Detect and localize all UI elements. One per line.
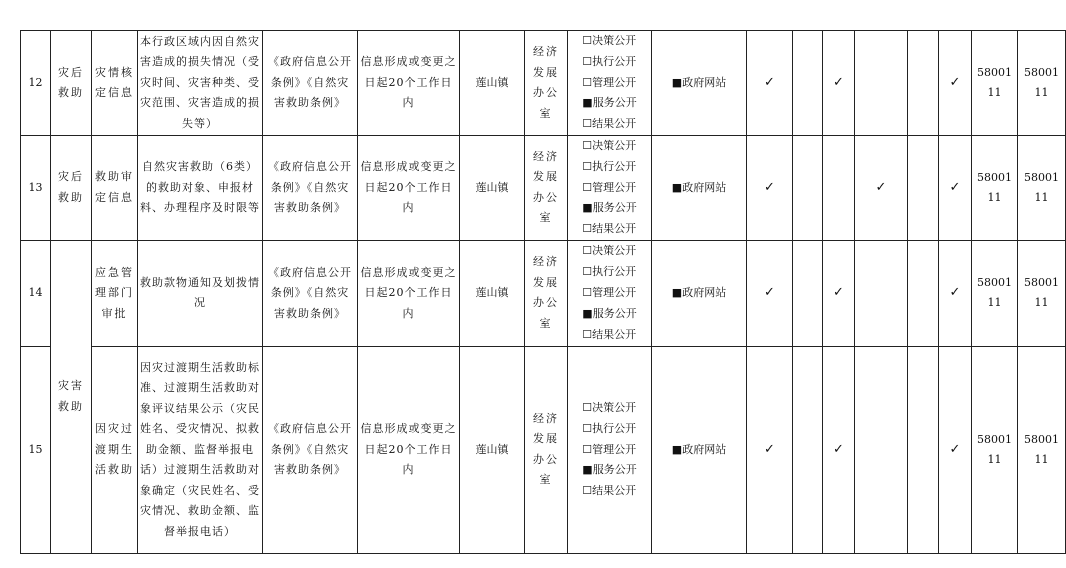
category-level2: 应急管理部门审批 (92, 240, 138, 346)
code-cell (1018, 31, 1066, 136)
check-mark (908, 240, 939, 346)
row-number: 15 (21, 346, 51, 553)
subject-cell: 莲山镇 (460, 31, 525, 136)
code-line: 11 (1034, 86, 1049, 99)
disclosure-type-cell (568, 136, 652, 241)
check-mark: ✓ (939, 240, 972, 346)
check-mark: ✓ (939, 346, 972, 553)
disclosure-option: ☐结果公开 (582, 222, 637, 236)
check-mark: ✓ (823, 240, 855, 346)
code-line: 58001 (1024, 66, 1059, 79)
content-cell: 救助款物通知及划拨情况 (138, 240, 263, 346)
code-cell (1018, 136, 1066, 241)
disclosure-option: ☐执行公开 (582, 54, 637, 68)
disclosure-option: ■服务公开 (582, 201, 637, 215)
disclosure-option: ☐管理公开 (582, 286, 637, 300)
disclosure-option: ☐管理公开 (582, 75, 637, 89)
table-row (21, 346, 1066, 553)
table-row (21, 136, 1066, 241)
check-mark: ✓ (939, 31, 972, 136)
disclosure-option: ☐执行公开 (582, 265, 637, 279)
timing-cell: 信息形成或变更之日起20个工作日内 (358, 240, 460, 346)
code-line: 58001 (1024, 276, 1059, 290)
check-mark (908, 136, 939, 241)
code-line: 58001 (977, 170, 1012, 184)
subject-cell: 莲山镇 (460, 136, 525, 241)
check-mark: ✓ (747, 346, 793, 553)
disclosure-option: ■服务公开 (582, 96, 637, 110)
disclosure-option: ☐决策公开 (582, 400, 637, 414)
department-cell: 经济发展办公室 (525, 136, 568, 241)
basis-cell: 《政府信息公开条例》《自然灾害救助条例》 (263, 136, 358, 241)
check-mark (793, 136, 823, 241)
disclosure-option: ☐决策公开 (582, 244, 637, 258)
code-line: 58001 (1024, 432, 1059, 446)
row-number: 12 (21, 31, 51, 136)
disclosure-option: ☐决策公开 (582, 139, 637, 152)
timing-cell: 信息形成或变更之日起20个工作日内 (358, 346, 460, 553)
check-mark (855, 346, 908, 553)
department-cell: 经济发展办公室 (525, 240, 568, 346)
code-line: 58001 (1024, 170, 1059, 184)
check-mark (908, 346, 939, 553)
disclosure-type-cell (568, 240, 652, 346)
check-mark (793, 346, 823, 553)
code-line: 11 (987, 296, 1002, 310)
code-cell (972, 346, 1018, 553)
category-level1: 灾害救助 (51, 240, 92, 553)
check-mark: ✓ (855, 136, 908, 241)
disclosure-option: ☐结果公开 (582, 117, 637, 131)
disclosure-option: ☐管理公开 (582, 442, 637, 456)
disclosure-type-cell (568, 346, 652, 553)
channel-cell: ■政府网站 (652, 136, 747, 241)
code-cell (972, 31, 1018, 136)
basis-cell: 《政府信息公开条例》《自然灾害救助条例》 (263, 240, 358, 346)
channel-cell: ■政府网站 (652, 240, 747, 346)
basis-cell: 《政府信息公开条例》《自然灾害救助条例》 (263, 346, 358, 553)
check-mark (793, 240, 823, 346)
check-mark (793, 31, 823, 136)
category-level2: 救助审定信息 (92, 136, 138, 241)
department-cell: 经济发展办公室 (525, 31, 568, 136)
category-level2: 因灾过渡期生活救助 (92, 346, 138, 553)
row-number: 14 (21, 240, 51, 346)
table-row (21, 240, 1066, 346)
table-row (21, 31, 1066, 136)
code-line: 11 (987, 452, 1002, 466)
check-mark: ✓ (747, 31, 793, 136)
disclosure-type-cell (568, 31, 652, 136)
timing-cell: 信息形成或变更之日起20个工作日内 (358, 31, 460, 136)
disclosure-option: ☐执行公开 (582, 159, 637, 173)
check-mark (908, 31, 939, 136)
basis-cell: 《政府信息公开条例》《自然灾害救助条例》 (263, 31, 358, 136)
content-cell: 本行政区域内因自然灾害造成的损失情况（受灾时间、灾害种类、受灾范围、灾害造成的损失等） (138, 31, 263, 136)
check-mark: ✓ (747, 136, 793, 241)
content-cell: 自然灾害救助（6类）的救助对象、申报材料、办理程序及时限等 (138, 136, 263, 241)
check-mark: ✓ (939, 136, 972, 241)
code-cell (1018, 240, 1066, 346)
department-cell: 经济发展办公室 (525, 346, 568, 553)
code-line: 11 (1034, 452, 1049, 466)
subject-cell: 莲山镇 (460, 346, 525, 553)
check-mark (855, 240, 908, 346)
code-line: 58001 (977, 66, 1012, 79)
check-mark (855, 31, 908, 136)
subject-cell: 莲山镇 (460, 240, 525, 346)
disclosure-option: ☐管理公开 (582, 180, 637, 194)
row-number: 13 (21, 136, 51, 241)
content-cell: 因灾过渡期生活救助标准、过渡期生活救助对象评议结果公示（灾民姓名、受灾情况、拟救助金额、监督举报电话）过渡期生活救助对象确定（灾民姓名、受灾情况、救助金额、监督举报电话） (138, 346, 263, 553)
check-mark: ✓ (747, 240, 793, 346)
code-cell (972, 240, 1018, 346)
code-cell (972, 136, 1018, 241)
disclosure-option: ■服务公开 (582, 306, 637, 320)
channel-cell: ■政府网站 (652, 31, 747, 136)
disclosure-catalog-table (20, 30, 1066, 554)
code-line: 11 (987, 86, 1002, 99)
disclosure-option: ☐决策公开 (582, 34, 637, 47)
disclosure-option: ■服务公开 (582, 463, 637, 477)
category-level2: 灾情核定信息 (92, 31, 138, 136)
code-cell (1018, 346, 1066, 553)
channel-cell: ■政府网站 (652, 346, 747, 553)
code-line: 58001 (977, 432, 1012, 446)
disclosure-option: ☐结果公开 (582, 484, 637, 498)
check-mark (823, 136, 855, 241)
code-line: 11 (1034, 190, 1049, 204)
category-level1: 灾后救助 (51, 136, 92, 241)
check-mark: ✓ (823, 31, 855, 136)
check-mark: ✓ (823, 346, 855, 553)
category-level1: 灾后救助 (51, 31, 92, 136)
code-line: 58001 (977, 276, 1012, 290)
code-line: 11 (987, 190, 1002, 204)
timing-cell: 信息形成或变更之日起20个工作日内 (358, 136, 460, 241)
code-line: 11 (1034, 296, 1049, 310)
disclosure-option: ☐结果公开 (582, 327, 637, 341)
disclosure-option: ☐执行公开 (582, 421, 637, 435)
